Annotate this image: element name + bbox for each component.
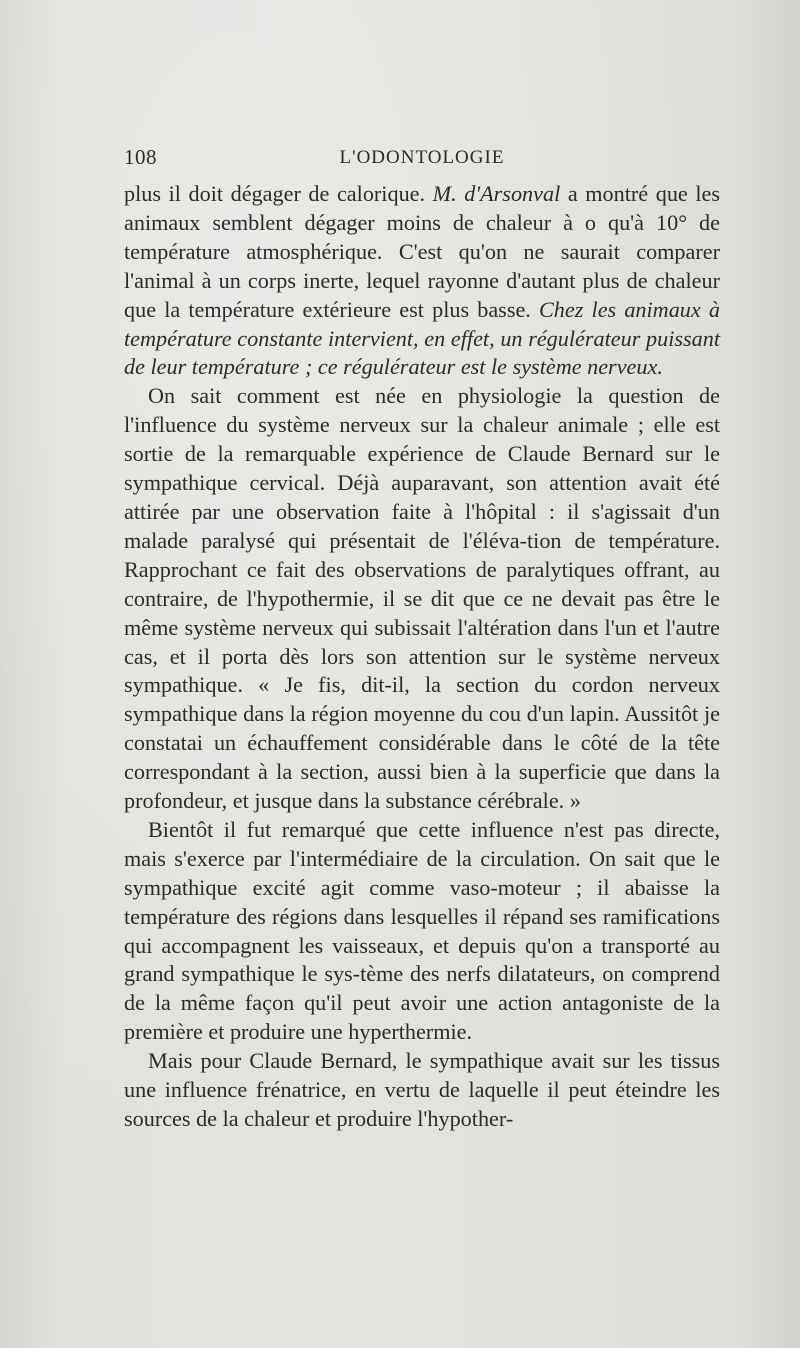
paragraph [124,1047,720,1134]
text-segment: Mais pour Claude Bernard, le sympathique avait sur les tissus une influence frénatrice, en vertu de laquelle il peut éteindre les sources de la chaleur et produire l'hypother- [124,1048,720,1131]
paragraph [124,816,720,1047]
text-segment: On sait comment est née en physiologie la question de l'influence du système nerveux sur la chaleur animale ; elle est sortie de la remarquable expérience de Claude Bernard sur le sympathique cervical. Déjà auparavant, son attention avait été attirée par une observation faite à l'hôpital : il s'agissait d'un malade paralysé qui présentait de l'éléva-tion de température. Rapprochant ce fait des observations de paralytiques offrant, au contraire, de l'hypothermie, il se dit que ce ne devait pas être le même système nerveux qui subissait l'altération dans l'un et l'autre cas, et il porta dès lors son attention sur le système nerveux sympathique. « Je fis, dit-il, la section du cordon nerveux sympathique dans la région moyenne du cou d'un lapin. Aussitôt je constatai un échauffement considérable dans le côté de la tête correspondant à la section, aussi bien à la superficie que dans la profondeur, et jusque dans la substance cérébrale. » [124,383,720,814]
text-segment-italic: M. d'Arsonval [432,181,561,206]
running-title: L'ODONTOLOGIE [339,147,505,168]
body-text [124,180,720,1134]
paragraph [124,382,720,816]
text-segment-italic: Chez les animaux à température constante intervient, en effet, un régulérateur puissant de leur température ; ce régulérateur est le système nerveux. [124,296,720,380]
text-segment: Bientôt il fut remarqué que cette influence n'est pas directe, mais s'exerce par l'intermédiaire de la circulation. On sait que le sympathique excité agit comme vaso-moteur ; il abaisse la température des régions dans lesquelles il répand ses ramifications qui accompagnent les vaisseaux, et depuis qu'on a transporté au grand sympathique le sys-tème des nerfs dilatateurs, on comprend de la même façon qu'il peut avoir une action antagoniste de la première et produire une hyperthermie. [124,816,720,1045]
page-header [124,145,720,175]
text-segment: a montré que les animaux semblent dégager moins de chaleur à o qu'à 10° de température atmosphérique. C'est qu'on ne saurait comparer l'animal à un corps inerte, lequel rayonne d'autant plus de chaleur que la température extérieure est plus basse. [124,181,721,322]
text-segment: plus il doit dégager de calorique. [124,181,433,206]
paragraph [124,180,720,382]
page-number: 108 [124,145,157,169]
